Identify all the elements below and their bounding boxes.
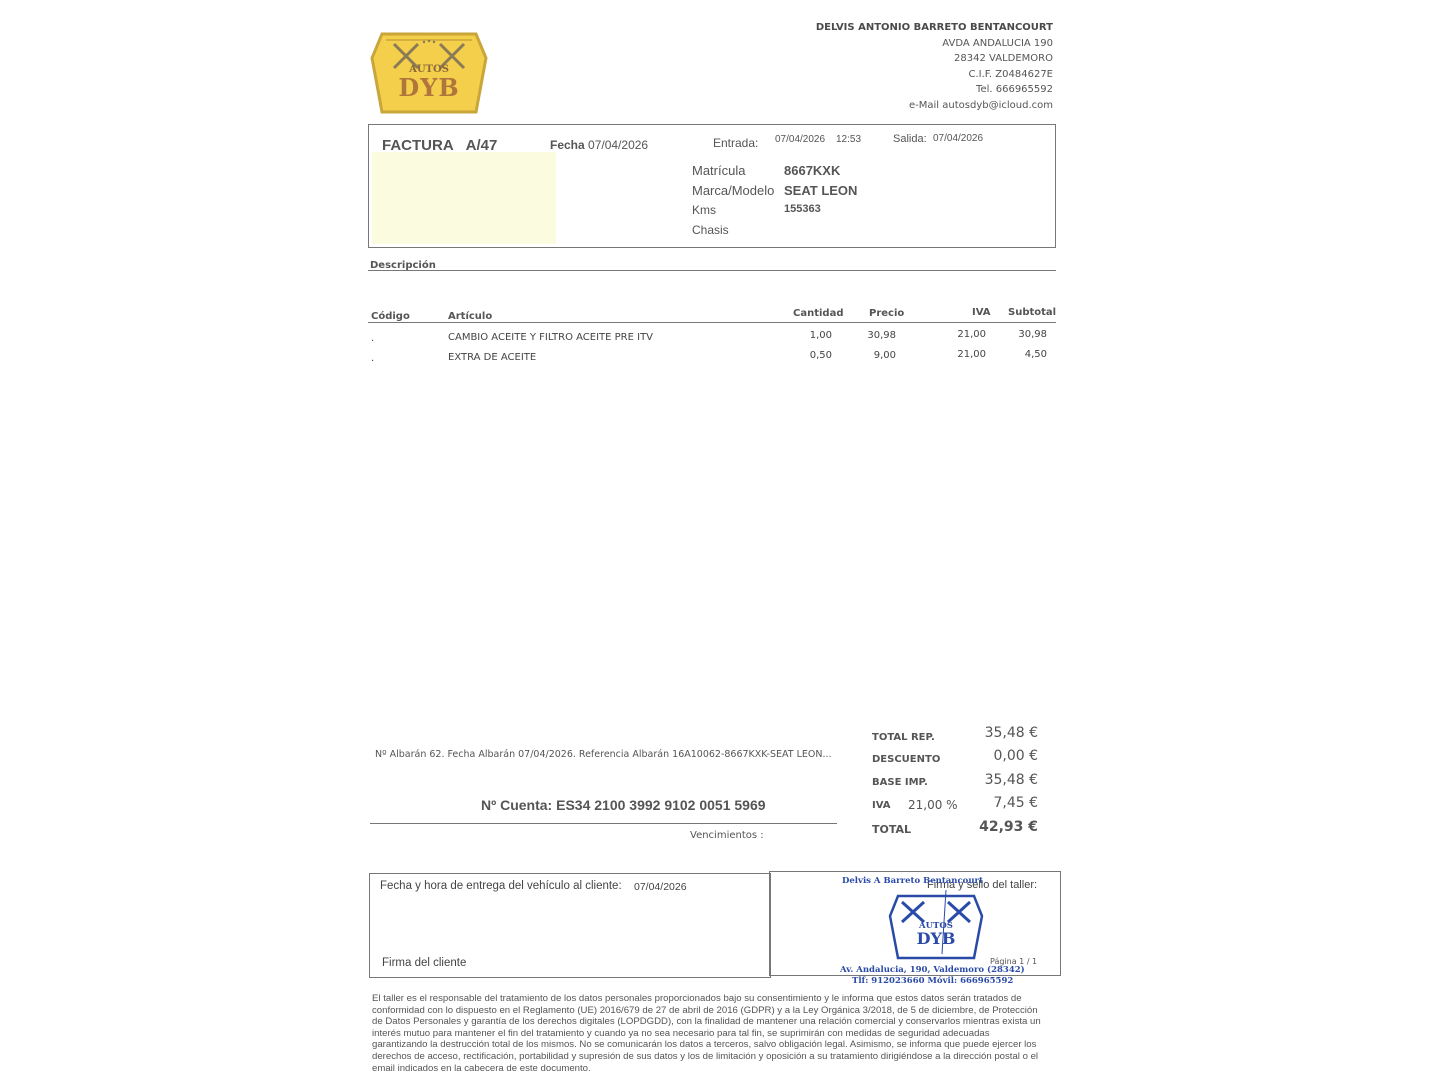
descripcion-divider bbox=[368, 270, 1056, 271]
firma-cliente-label: Firma del cliente bbox=[382, 957, 467, 969]
cell-iva: 21,00 bbox=[957, 329, 986, 340]
stamp-text-main: DYB bbox=[916, 929, 956, 948]
stamp-text-top: AUTOS bbox=[919, 921, 953, 931]
salida-date: 07/04/2026 bbox=[933, 133, 984, 144]
invoice-date bbox=[550, 138, 648, 152]
cuenta-bancaria: Nº Cuenta: ES34 2100 3992 9102 0051 5969 bbox=[481, 797, 766, 813]
invoice-date-value: 07/04/2026 bbox=[588, 138, 649, 152]
company-info bbox=[816, 20, 1053, 113]
descuento-label: DESCUENTO bbox=[872, 754, 941, 765]
cell-articulo: CAMBIO ACEITE Y FILTRO ACEITE PRE ITV bbox=[448, 332, 654, 343]
marca-label: Marca/Modelo bbox=[692, 183, 775, 198]
marca-value: SEAT LEON bbox=[784, 183, 858, 198]
company-address: AVDA ANDALUCIA 190 bbox=[942, 37, 1053, 49]
logo-text-main: DYB bbox=[398, 73, 460, 102]
cell-subtotal: 30,98 bbox=[1018, 329, 1047, 340]
page-number: Página 1 / 1 bbox=[990, 957, 1038, 966]
table-row bbox=[368, 349, 1056, 367]
total-label: TOTAL bbox=[872, 823, 912, 836]
legal-notice: El taller es el responsable del tratamiento de los datos personales proporcionados bajo su consentimiento y le informa que estos datos serán tratados de conformidad con lo dispuesto en el Reglamento (UE) 2016/679 de 27 de abril de 2016 (GDPR) y a la Ley Orgánica 3/2018, de 5 de diciembre, de Protección de Datos Personales y garantía de los derechos digitales (LOPDGDD), con la finalidad de mantener una relación comercial y conservarlos mientras exista un interés mutuo para mantener el fin del tratamiento y cuando ya no sea necesario para tal fin, se suprimirán con medidas de seguridad adecuadas garantizando la destrucción total de los mismos. No se comunicarán los datos a terceros, salvo obligación legal. Asimismo, se informa que puede ejercer los derechos de acceso, rectificación, portabilidad y supresión de sus datos y los de limitación y oposición a su tratamiento dirigiéndose a la dirección postal o el email indicados en la cabecera de este documento. bbox=[372, 993, 1041, 1073]
cell-subtotal: 4,50 bbox=[1024, 349, 1047, 360]
stamp-top-text: Delvis A Barreto Bentancourt bbox=[842, 876, 983, 886]
company-name: DELVIS ANTONIO BARRETO BENTANCOURT bbox=[815, 22, 1053, 33]
invoice-date-label: Fecha bbox=[550, 138, 585, 152]
kms-label: Kms bbox=[692, 203, 716, 217]
stamp-phones: Tlf: 912023660 Móvil: 666965592 bbox=[852, 976, 1014, 986]
delivery-label: Fecha y hora de entrega del vehículo al cliente: bbox=[380, 880, 622, 892]
descuento-value: 0,00 € bbox=[993, 748, 1038, 764]
vencimientos-label: Vencimientos : bbox=[690, 830, 764, 841]
descripcion-label: Descripción bbox=[370, 260, 436, 271]
cell-cantidad: 0,50 bbox=[809, 350, 832, 361]
workshop-stamp bbox=[836, 873, 1026, 988]
entrada-time: 12:53 bbox=[836, 134, 862, 145]
iva-label: IVA bbox=[872, 800, 891, 811]
total-value: 42,93 € bbox=[979, 819, 1038, 835]
invoice-number: A/47 bbox=[465, 137, 498, 154]
cell-articulo: EXTRA DE ACEITE bbox=[448, 352, 537, 363]
stamp-address: Av. Andalucia, 190, Valdemoro (28342) bbox=[840, 965, 1025, 975]
col-header-articulo: Artículo bbox=[448, 311, 493, 322]
table-row bbox=[368, 329, 1056, 347]
salida-label: Salida: bbox=[893, 133, 927, 145]
iva-value: 7,45 € bbox=[993, 795, 1038, 811]
cell-precio: 30,98 bbox=[867, 330, 896, 341]
cell-codigo: . bbox=[371, 353, 375, 364]
col-header-codigo: Código bbox=[371, 311, 410, 322]
col-header-subtotal: Subtotal bbox=[1008, 307, 1057, 318]
delivery-date: 07/04/2026 bbox=[634, 881, 687, 893]
cell-codigo: . bbox=[371, 333, 375, 344]
logo-text-top: AUTOS bbox=[409, 64, 449, 75]
kms-value: 155363 bbox=[784, 203, 821, 215]
albaran-note: Nº Albarán 62. Fecha Albarán 07/04/2026. Referencia Albarán 16A10062-8667KXK-SEAT LEON... bbox=[375, 749, 832, 760]
total-rep-label: TOTAL REP. bbox=[872, 732, 935, 743]
col-header-iva: IVA bbox=[972, 307, 991, 318]
company-city: 28342 VALDEMORO bbox=[954, 53, 1053, 64]
company-cif: C.I.F. Z0484627E bbox=[968, 68, 1053, 80]
invoice-title-label: FACTURA bbox=[382, 137, 454, 154]
invoice-title bbox=[382, 137, 497, 154]
firma-taller-label: Firma y sello del taller: bbox=[927, 879, 1038, 891]
entrada-label: Entrada: bbox=[713, 136, 759, 150]
iva-percentage: 21,00 % bbox=[908, 798, 958, 812]
entrada-date: 07/04/2026 bbox=[775, 134, 826, 145]
cell-cantidad: 1,00 bbox=[809, 330, 832, 341]
table-header-divider bbox=[368, 322, 1056, 323]
total-rep-value: 35,48 € bbox=[984, 725, 1038, 741]
company-logo bbox=[368, 24, 490, 120]
cuenta-divider bbox=[370, 823, 837, 824]
base-imp-label: BASE IMP. bbox=[872, 777, 928, 788]
cell-precio: 9,00 bbox=[873, 350, 896, 361]
col-header-precio: Precio bbox=[869, 308, 905, 319]
chasis-label: Chasis bbox=[692, 223, 729, 237]
company-email: e-Mail autosdyb@icloud.com bbox=[909, 99, 1053, 111]
matricula-value: 8667KXK bbox=[784, 163, 841, 178]
col-header-cantidad: Cantidad bbox=[793, 308, 844, 319]
base-imp-value: 35,48 € bbox=[984, 772, 1038, 788]
matricula-label: Matrícula bbox=[692, 163, 746, 178]
customer-data-redacted bbox=[372, 152, 556, 244]
company-tel: Tel. 666965592 bbox=[976, 84, 1053, 95]
cell-iva: 21,00 bbox=[957, 349, 986, 360]
